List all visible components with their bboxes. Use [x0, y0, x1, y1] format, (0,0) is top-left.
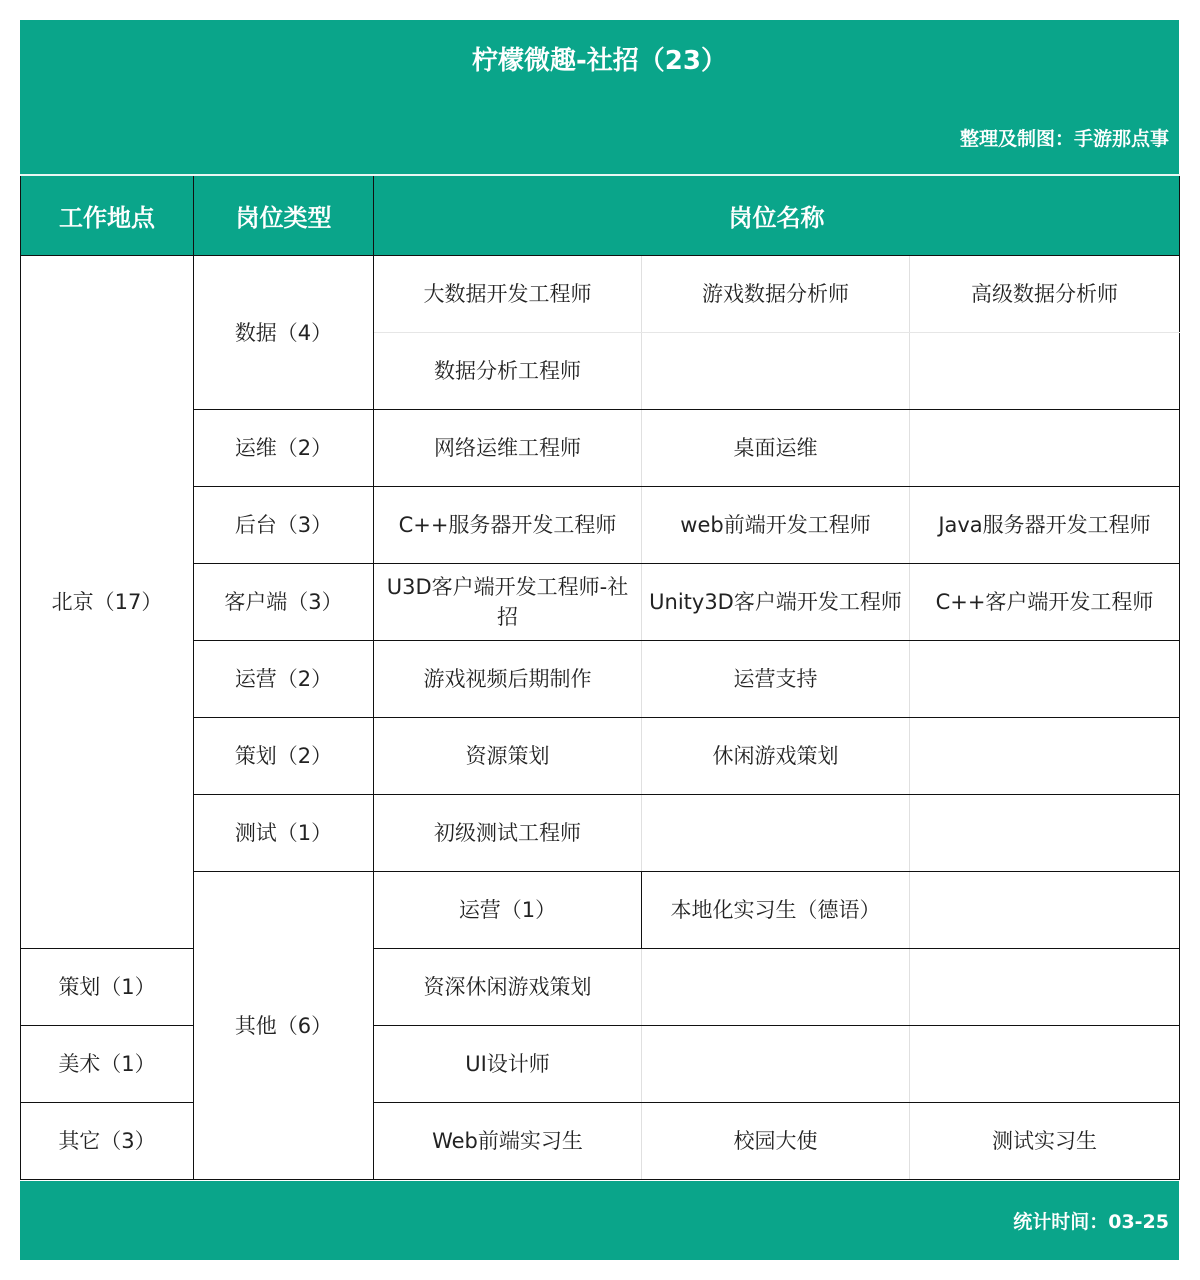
job-cell: 测试实习生 — [910, 1103, 1180, 1180]
table-row — [21, 410, 1180, 487]
job-cell — [910, 949, 1180, 1026]
job-cell: Unity3D客户端开发工程师 — [642, 564, 910, 641]
type-cell: 美术（1） — [21, 1026, 194, 1103]
job-cell: U3D客户端开发工程师-社招 — [374, 564, 642, 641]
job-cell — [642, 1026, 910, 1103]
job-cell — [910, 795, 1180, 872]
type-cell: 策划（1） — [21, 949, 194, 1026]
job-cell: 桌面运维 — [642, 410, 910, 487]
credit-text: 整理及制图：手游那点事 — [959, 128, 1169, 150]
job-cell: C++客户端开发工程师 — [910, 564, 1180, 641]
job-cell — [910, 872, 1180, 949]
type-cell: 其它（3） — [21, 1103, 194, 1180]
table-header-row — [21, 175, 1180, 256]
job-cell — [910, 410, 1180, 487]
location-beijing: 北京（17） — [21, 256, 194, 949]
job-table-card — [20, 20, 1179, 1260]
job-cell: 资源策划 — [374, 718, 642, 795]
job-cell: 运营支持 — [642, 641, 910, 718]
stat-time: 统计时间：03-25 — [1013, 1211, 1169, 1233]
job-cell: 游戏视频后期制作 — [374, 641, 642, 718]
type-cell: 运维（2） — [194, 410, 374, 487]
header-name: 岗位名称 — [374, 175, 1180, 256]
job-cell: 初级测试工程师 — [374, 795, 642, 872]
job-cell — [642, 333, 910, 410]
job-table — [20, 174, 1180, 1180]
type-cell: 运营（1） — [374, 872, 642, 949]
header-banner — [20, 20, 1179, 174]
job-cell — [910, 1026, 1180, 1103]
type-cell: 后台（3） — [194, 487, 374, 564]
footer-banner — [20, 1181, 1179, 1260]
job-cell: 大数据开发工程师 — [374, 256, 642, 333]
job-cell: 数据分析工程师 — [374, 333, 642, 410]
type-cell: 策划（2） — [194, 718, 374, 795]
job-cell: 网络运维工程师 — [374, 410, 642, 487]
table-row — [21, 487, 1180, 564]
job-cell: Web前端实习生 — [374, 1103, 642, 1180]
table-body — [21, 256, 1180, 1180]
job-cell — [642, 949, 910, 1026]
job-cell: 资深休闲游戏策划 — [374, 949, 642, 1026]
job-cell — [910, 333, 1180, 410]
job-cell: 高级数据分析师 — [910, 256, 1180, 333]
table-row — [21, 795, 1180, 872]
table-row — [21, 256, 1180, 333]
type-cell: 运营（2） — [194, 641, 374, 718]
table-row — [21, 872, 1180, 949]
job-cell — [642, 795, 910, 872]
header-type: 岗位类型 — [194, 175, 374, 256]
job-cell: web前端开发工程师 — [642, 487, 910, 564]
job-cell: 游戏数据分析师 — [642, 256, 910, 333]
job-cell: Java服务器开发工程师 — [910, 487, 1180, 564]
table-row — [21, 718, 1180, 795]
job-cell: 校园大使 — [642, 1103, 910, 1180]
location-other: 其他（6） — [194, 872, 374, 1180]
type-cell: 数据（4） — [194, 256, 374, 410]
table-row — [21, 564, 1180, 641]
job-cell: 休闲游戏策划 — [642, 718, 910, 795]
job-cell — [910, 641, 1180, 718]
job-cell: 本地化实习生（德语） — [642, 872, 910, 949]
type-cell: 测试（1） — [194, 795, 374, 872]
type-cell: 客户端（3） — [194, 564, 374, 641]
job-cell: C++服务器开发工程师 — [374, 487, 642, 564]
job-cell: UI设计师 — [374, 1026, 642, 1103]
header-location: 工作地点 — [21, 175, 194, 256]
table-row — [21, 641, 1180, 718]
page-title: 柠檬微趣-社招（23） — [472, 46, 727, 76]
job-cell — [910, 718, 1180, 795]
